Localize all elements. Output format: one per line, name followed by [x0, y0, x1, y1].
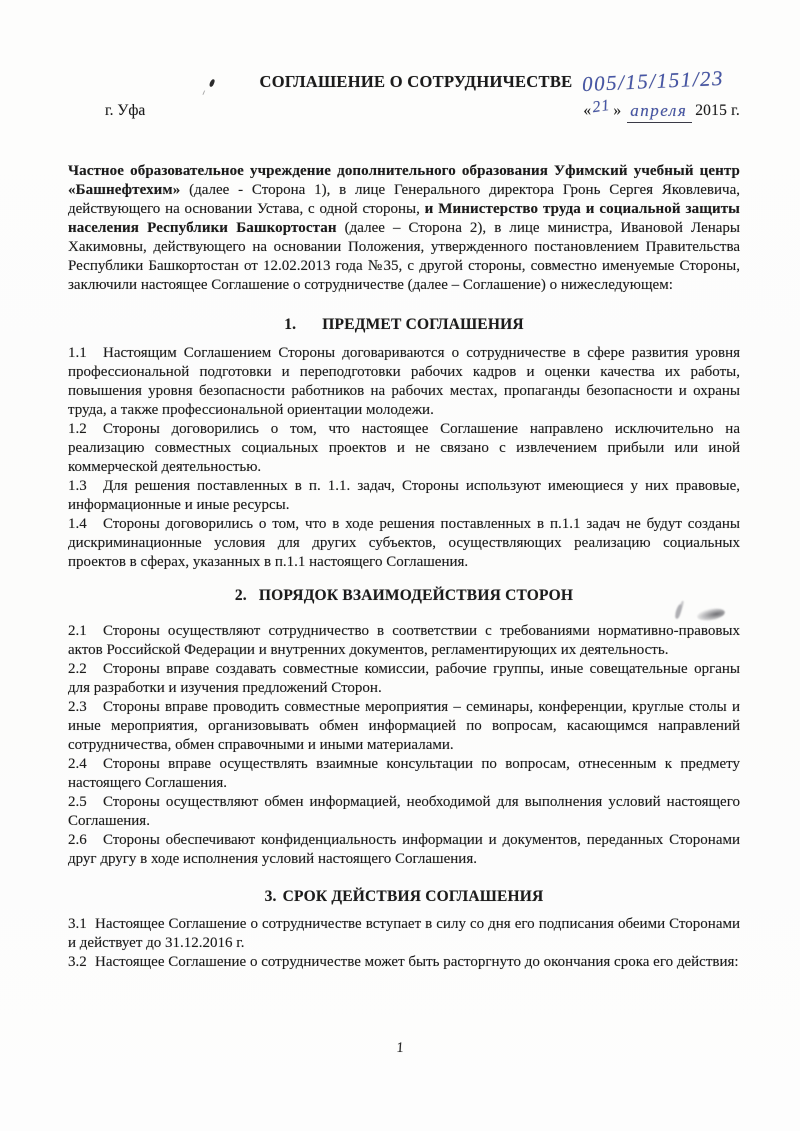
clause-number: 3.1: [68, 916, 87, 932]
clause-text: Стороны осуществляют сотрудничество в соответствии с требованиями нормативно-правовых актов Российской Федерации и внутренних документов, регламентирующих их деятельность.: [68, 623, 740, 658]
clause-number: 2.5: [68, 794, 87, 810]
section-3-heading: [68, 887, 740, 906]
clause-number: 2.6: [68, 832, 87, 848]
clause-text: Стороны договорились о том, что настоящее Соглашение направлено исключительно на реализацию совместных социальных проектов и не связано с извлечением прибыли или иной коммерческой деятельностью.: [68, 421, 740, 475]
clause-number: 1.4: [68, 516, 87, 532]
section-1-title: ПРЕДМЕТ СОГЛАШЕНИЯ: [322, 316, 524, 333]
agreement-number-handwritten: 005/15/151/23: [582, 65, 725, 97]
clause-2-4: [68, 755, 740, 793]
close-quote: »: [613, 102, 622, 119]
date-line: [583, 96, 740, 122]
clause-text: Стороны осуществляют обмен информацией, необходимой для выполнения условий настоящего Соглашения.: [68, 794, 740, 829]
section-1: [68, 315, 740, 572]
city-label: г. Уфа: [105, 102, 146, 119]
section-2-heading: [68, 586, 740, 605]
section-1-heading: [68, 315, 740, 334]
clause-text: Стороны вправе осуществлять взаимные консультации по вопросам, отнесенным к предмету настоящего Соглашения.: [68, 756, 740, 791]
clause-2-6: [68, 831, 740, 869]
clause-text: Стороны договорились о том, что в ходе решения поставленных в п.1.1 задач не будут созданы дискриминационные условия для других субъектов, осуществляющих реализацию социальных проектов в сферах, указанных в п.1.1 настоящего Соглашения.: [68, 516, 740, 570]
clause-number: 2.2: [68, 661, 87, 677]
clause-1-1: [68, 344, 740, 420]
section-2-number: 2.: [234, 587, 247, 604]
clause-text: Стороны обеспечивают конфиденциальность информации и документов, переданных Сторонами друг другу в ходе исполнения условий настоящего Соглашения.: [68, 832, 740, 867]
open-quote: «: [583, 102, 592, 119]
page-number: 1: [395, 1040, 405, 1056]
clause-number: 1.1: [68, 345, 87, 361]
clause-number: 1.3: [68, 478, 87, 494]
city-date-row: [68, 96, 740, 122]
clause-text: Стороны вправе создавать совместные комиссии, рабочие группы, иные совещательные органы для разработки и изучения предложений Сторон.: [68, 661, 740, 696]
clause-number: 3.2: [68, 954, 87, 970]
section-3-title: СРОК ДЕЙСТВИЯ СОГЛАШЕНИЯ: [282, 888, 544, 905]
clause-3-1: [68, 915, 740, 953]
section-1-number: 1.: [284, 316, 297, 333]
clause-2-5: [68, 793, 740, 831]
clause-1-3: [68, 477, 740, 515]
clause-text: Стороны вправе проводить совместные мероприятия – семинары, конференции, круглые столы и иные мероприятия, организовывать обмен информацией по вопросам, касающимся направлений сотрудничества, обмен справочными и иными материалами.: [68, 699, 740, 753]
intro-regular-2: (далее – Сторона 2), в лице министра, Ивановой Ленары Хакимовны, действующего на основании Положения, утвержденного постановлением Правительства Республики Башкортостан от 12.02.2013 года №35, с другой стороны, совместно именуемые Стороны, заключили настоящее Соглашение о сотрудничестве (далее – Соглашение) о нижеследующем:: [68, 220, 741, 293]
clause-text: Настоящее Соглашение о сотрудничестве может быть расторгнуто до окончания срока его действия:: [95, 954, 739, 970]
clause-number: 1.2: [68, 421, 87, 437]
intro-paragraph: [68, 162, 740, 295]
party1-name: Частное образовательное учреждение дополнительного образования Уфимский учебный центр «Башнефтехим»: [68, 163, 740, 198]
clause-number: 2.1: [68, 623, 87, 639]
clause-1-2: [68, 420, 740, 477]
clause-text: Для решения поставленных в п. 1.1. задач, Стороны используют имеющиеся у них правовые, информационные и иные ресурсы.: [68, 478, 740, 513]
section-3: [68, 887, 740, 972]
clause-number: 2.3: [68, 699, 87, 715]
section-2-title: ПОРЯДОК ВЗАИМОДЕЙСТВИЯ СТОРОН: [258, 587, 574, 604]
clause-3-2: [68, 953, 740, 972]
document-title: СОГЛАШЕНИЕ О СОТРУДНИЧЕСТВЕ: [259, 72, 573, 91]
date-day-handwritten: 21: [591, 96, 612, 117]
date-year: 2015 г.: [695, 102, 740, 119]
title-row: [68, 65, 740, 97]
clause-1-4: [68, 515, 740, 572]
date-month-handwritten: апреля: [627, 101, 692, 123]
clause-text: Настоящее Соглашение о сотрудничестве вступает в силу со дня его подписания обеими Сторонами и действует до 31.12.2016 г.: [68, 916, 740, 951]
clause-2-1: [68, 622, 740, 660]
section-2: [68, 586, 740, 869]
party2-name: и Министерство труда и социальной защиты населения Республики Башкортостан: [68, 201, 740, 236]
clause-2-2: [68, 660, 740, 698]
clause-number: 2.4: [68, 756, 87, 772]
clause-2-3: [68, 698, 740, 755]
section-3-number: 3.: [264, 888, 277, 905]
clause-text: Настоящим Соглашением Стороны договариваются о сотрудничестве в сфере развития уровня профессиональной подготовки и переподготовки рабочих кадров и оценки качества их работы, повышения уровня безопасности работников на рабочих местах, пропаганды безопасности и охраны труда, а также профессиональной ориентации молодежи.: [68, 345, 740, 418]
intro-regular-1: (далее - Сторона 1), в лице Генерального директора Гронь Сергея Яковлевича, действующего на основании Устава, с одной стороны,: [68, 182, 740, 217]
